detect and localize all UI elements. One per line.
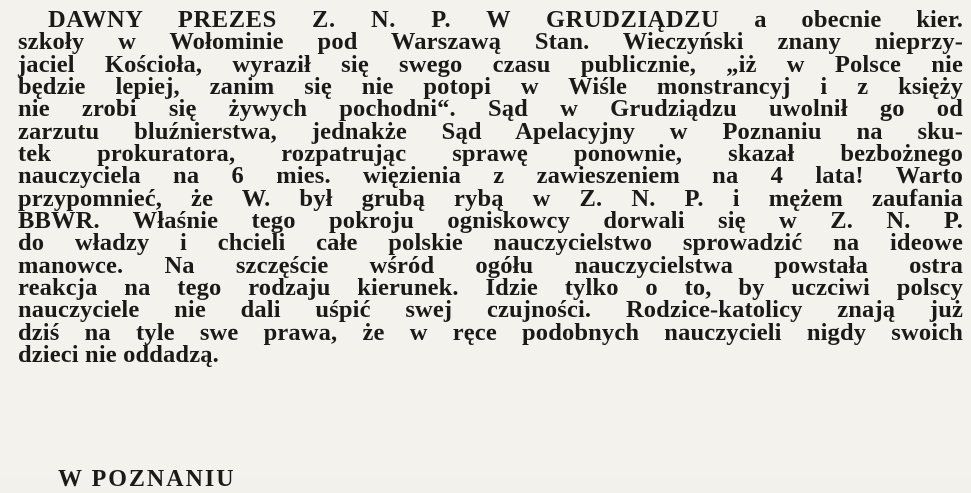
- article-line-11: do władzy i chcieli całe polskie nauczycielstwo sprowadzić na ideowe: [18, 229, 963, 257]
- article-line-13: reakcja na tego rodzaju kierunek. Idzie tylko o to, by uczciwi polscy: [18, 274, 963, 302]
- article-line-16: dzieci nie oddadzą.: [18, 341, 219, 369]
- article-line-2: szkoły w Wołominie pod Warszawą Stan. Wieczyński znany nieprzy-: [18, 28, 963, 56]
- news-article: [18, 6, 964, 369]
- article-line-9: przypomnieć, że W. był grubą rybą w Z. N. P. i mężem zaufania: [18, 184, 963, 212]
- article-line-3: jaciel Kościoła, wyraził się swego czasu publicznie, „iż w Polsce nie: [18, 50, 963, 78]
- article-lead: DAWNY PREZES Z. N. P. W GRUDZIĄDZU: [48, 6, 720, 33]
- article-line-1-rest: a obecnie kier.: [719, 6, 964, 33]
- article-line-14: nauczyciele nie dali uśpić swej czujności. Rodzice-katolicy znają już: [18, 296, 963, 324]
- next-article-fragment: W POZNANIU: [58, 466, 236, 492]
- article-line-15: dziś na tyle swe prawa, że w ręce podobnych nauczycieli nigdy swoich: [18, 318, 963, 346]
- article-line-5: nie zrobi się żywych pochodni“. Sąd w Grudziądzu uwolnił go od: [18, 95, 963, 123]
- article-line-10: BBWR. Właśnie tego pokroju ogniskowcy dorwali się w Z. N. P.: [18, 207, 963, 235]
- article-line-8: nauczyciela na 6 mies. więzienia z zawieszeniem na 4 lata! Warto: [18, 162, 963, 190]
- article-line-7: tek prokuratora, rozpatrując sprawę ponownie, skazał bezbożnego: [18, 140, 963, 168]
- article-line-12: manowce. Na szczęście wśród ogółu nauczycielstwa powstała ostra: [18, 251, 963, 279]
- article-line-6: zarzutu bluźnierstwa, jednakże Sąd Apelacyjny w Poznaniu na sku-: [18, 117, 963, 145]
- article-line-4: będzie lepiej, zanim się nie potopi w Wiśle monstrancyj i z księży: [18, 73, 963, 101]
- next-article-cutoff: [0, 466, 971, 492]
